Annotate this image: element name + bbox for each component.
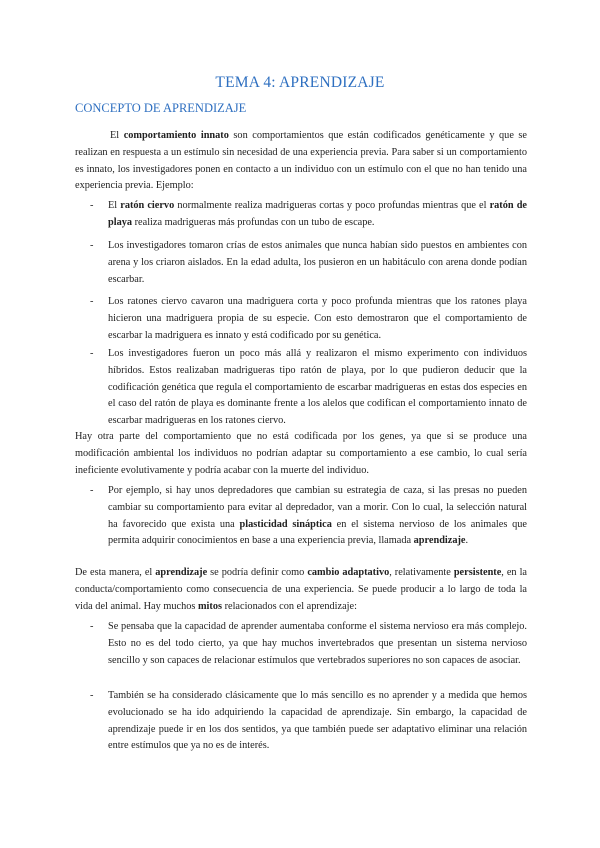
- bullet-dash: -: [90, 200, 94, 211]
- bullet-dash: -: [90, 690, 94, 701]
- list-item-text: Los investigadores tomaron crías de estos animales que nunca habían sido puestos en ambientes con arena y los criaron aislados. En la edad adulta, los pusieron en un habitáculo con arena donde podían escarbar.: [108, 240, 527, 285]
- paragraph-text: , relativamente: [389, 567, 454, 578]
- term-comportamiento-innato: comportamiento innato: [123, 130, 229, 141]
- item-text: realiza madrigueras más profundas con un tubo de escape.: [132, 216, 375, 228]
- term-plasticidad-sinaptica: plasticidad sináptica: [239, 518, 332, 530]
- intro-paragraph: [75, 128, 527, 195]
- list-item-text: También se ha considerado clásicamente que lo más sencillo es no aprender y a medida que hemos evolucionado se ha ido adquiriendo la capacidad de aprendizaje. Sin embargo, la capacidad de aprendizaje puede ir en los dos sentidos, ya que también puede ser adaptativo eliminar una relación entre estímulos que ya no es de interés.: [108, 690, 527, 752]
- paragraph-text: se podría definir como: [207, 567, 308, 578]
- list-item-text: [108, 483, 527, 550]
- term-mitos: mitos: [197, 600, 222, 612]
- paragraph-text: De esta manera, el: [75, 567, 156, 578]
- item-text: El: [108, 200, 121, 211]
- bullet-dash: -: [90, 296, 94, 307]
- term-persistente: persistente: [453, 567, 502, 578]
- term-raton-ciervo: ratón ciervo: [120, 200, 175, 211]
- bullet-dash: -: [90, 240, 94, 251]
- item-text: normalmente realiza madrigueras cortas y poco profundas mientras que el: [174, 200, 490, 211]
- bullet-dash: -: [90, 348, 94, 359]
- item-text: Por ejemplo, si hay unos depredadores que cambian su estrategia de caza, si las presas no pueden cambiar su comportamiento para evitar al depredador, van a morir. Con lo cual, la selección natural ha favorecido que exista una: [108, 485, 527, 530]
- intro-text-2: son comportamientos que están codificados genéticamente y que se realizan en respuesta a un estímulo sin necesidad de una experiencia previa. Para saber si un comportamiento es innato, los investigadores ponen en contacto a un individuo con un estímulo con el que no han tenido una experiencia previa. Ejemplo:: [75, 130, 527, 192]
- paragraph-definicion-aprendizaje: [75, 565, 527, 615]
- list-item-text: [108, 198, 527, 232]
- section-heading: CONCEPTO DE APRENDIZAJE: [75, 101, 247, 115]
- page-title: TEMA 4: APRENDIZAJE: [215, 74, 385, 91]
- bullet-dash: -: [90, 485, 94, 496]
- term-cambio-adaptativo: cambio adaptativo: [307, 567, 390, 578]
- list-item-text: Los investigadores fueron un poco más allá y realizaron el mismo experimento con individuos híbridos. Estos realizaban madrigueras tipo ratón de playa, por lo que pudieron deducir que la codificación genética que regula el comportamiento de escarbar madrigueras en estas dos especies en el caso del ratón de playa es dominante frente a los alelos que codifican el comportamiento innato de escarbar madrigueras en los ratones ciervo.: [108, 348, 527, 427]
- paragraph-modificacion-ambiental: Hay otra parte del comportamiento que no está codificada por los genes, ya que si se produce una modificación ambiental los individuos no podrían adaptar su comportamiento a ese cambio, lo cual sería ineficiente evolutivamente y podría acabar con la muerte del individuo.: [75, 431, 527, 476]
- paragraph-text: , en la conducta/comportamiento como consecuencia de una experiencia. Se puede producir a lo largo de toda la vida del animal. Hay muchos: [75, 567, 527, 612]
- list-item-text: Se pensaba que la capacidad de aprender aumentaba conforme el sistema nervioso era más complejo. Esto no es del todo cierto, ya que hay muchos invertebrados que presentan un sistema nervioso sencillo y son capaces de relacionar estímulos que vertebrados superiores no son capaces de asociar.: [108, 621, 527, 666]
- intro-text-1: El: [110, 130, 124, 141]
- term-aprendizaje: aprendizaje: [413, 535, 466, 547]
- paragraph-text: relacionados con el aprendizaje:: [222, 600, 357, 612]
- bullet-dash: -: [90, 621, 94, 632]
- item-text: en el sistema nervioso de los animales que permita adquirir conocimientos en base a una experiencia previa, llamada: [108, 518, 527, 547]
- list-item-text: Los ratones ciervo cavaron una madriguera corta y poco profunda mientras que los ratones playa hicieron una madriguera propia de su especie. Con esto demostraron que el comportamiento de escarbar la madriguera es innato y está codificado por su genética.: [108, 296, 527, 341]
- item-text: .: [465, 535, 469, 547]
- term-aprendizaje: aprendizaje: [155, 567, 208, 578]
- term-raton-de-playa: ratón de playa: [108, 200, 527, 228]
